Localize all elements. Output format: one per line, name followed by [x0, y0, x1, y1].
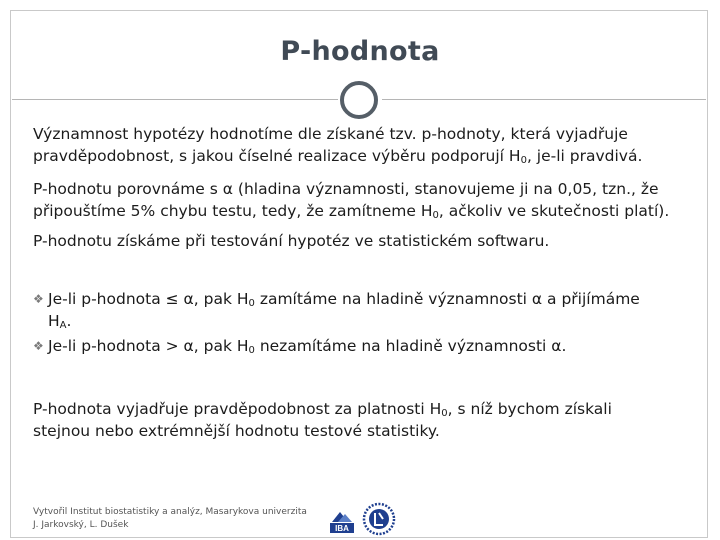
paragraph-software: P-hodnotu získáme při testování hypotéz ve statistickém softwaru. [33, 232, 550, 250]
footer-credits [33, 506, 307, 532]
paragraph-interpretation [33, 398, 703, 442]
iba-logo-icon [328, 508, 356, 534]
decision-rules-list [33, 288, 703, 360]
footer-authors: J. Jarkovský, L. Dušek [33, 520, 129, 530]
text-span: , s níž bychom získali [447, 400, 612, 418]
bullet-icon: ❖ [33, 339, 44, 353]
iba-logo-text: IBA [335, 524, 349, 533]
text-span: nezamítáme na hladině významnosti α. [254, 337, 567, 355]
university-seal-icon [362, 500, 396, 538]
text-span: zamítáme na hladině významnosti α a přijímáme [254, 290, 640, 308]
paragraph-line [33, 200, 703, 222]
text-span: . [66, 312, 72, 330]
text-span: H [48, 312, 60, 330]
subscript: 0 [520, 155, 527, 166]
subscript: 0 [248, 298, 255, 309]
title-divider-left [12, 99, 338, 100]
subscript: 0 [441, 408, 448, 419]
subscript: A [59, 320, 67, 331]
list-item [33, 335, 703, 357]
text-span: P-hodnota vyjadřuje pravděpodobnost za platnosti H [33, 400, 442, 418]
paragraph-line: Významnost hypotézy hodnotíme dle získané tzv. p-hodnoty, která vyjadřuje [33, 125, 628, 143]
text-span: Je-li p-hodnota ≤ α, pak H [48, 290, 249, 308]
paragraph-line: P-hodnotu porovnáme s α (hladina významnosti, stanovujeme ji na 0,05, tzn., že [33, 180, 659, 198]
text-span: Je-li p-hodnota > α, pak H [48, 337, 249, 355]
text-span: , ačkoliv ve skutečnosti platí). [438, 202, 670, 220]
subscript: 0 [248, 345, 255, 356]
bullet-icon: ❖ [33, 292, 44, 306]
footer-institution: Vytvořil Institut biostatistiky a analýz, Masarykova univerzita [33, 507, 307, 517]
text-span: pravděpodobnost, s jakou číselné realizace výběru podporují H [33, 147, 521, 165]
paragraph-line [33, 398, 703, 420]
list-item [33, 288, 703, 332]
paragraph-line: stejnou nebo extrémnější hodnotu testové statistiky. [33, 422, 440, 440]
text-span: , je-li pravdivá. [526, 147, 643, 165]
slide-title: P-hodnota [280, 36, 440, 67]
title-divider-right [382, 99, 706, 100]
paragraph-line [33, 145, 703, 167]
paragraph-compare-alpha [33, 178, 703, 222]
text-span: připouštíme 5% chybu testu, tedy, že zamítneme H [33, 202, 433, 220]
divider-ring-icon [340, 81, 378, 119]
paragraph-significance [33, 123, 703, 167]
subscript: 0 [432, 210, 439, 221]
